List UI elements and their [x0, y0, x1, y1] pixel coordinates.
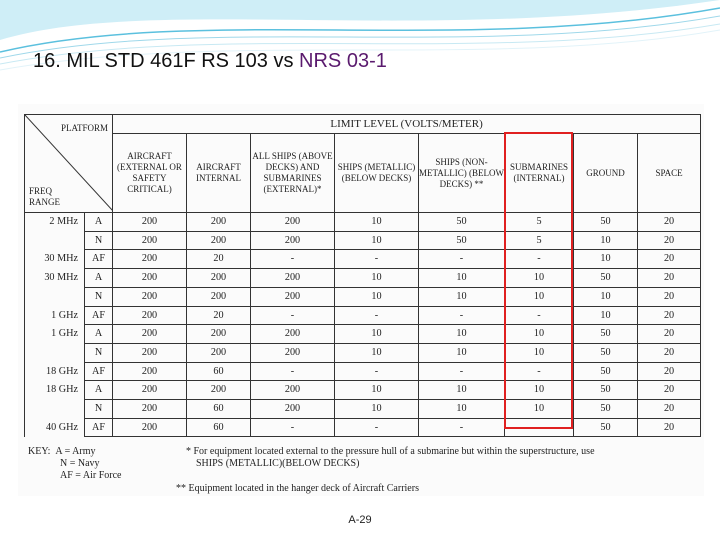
freq-cell: 2 MHz: [25, 213, 85, 232]
limit-value-cell: 200: [113, 343, 187, 362]
service-cell: A: [85, 381, 113, 400]
limit-value-cell: 10: [419, 343, 505, 362]
limit-value-cell: 200: [113, 381, 187, 400]
key-navy: N = Navy: [60, 458, 100, 469]
column-header: ALL SHIPS (ABOVE DECKS) AND SUBMARINES (EXTERNAL)*: [251, 134, 335, 213]
limit-value-cell: 200: [187, 287, 251, 306]
limit-value-cell: 10: [335, 231, 419, 250]
limit-value-cell: 20: [638, 381, 701, 400]
limit-value-cell: 200: [251, 231, 335, 250]
limit-value-cell: 20: [638, 418, 701, 437]
table-row: [25, 213, 701, 232]
freq-cell: 1 GHz: [25, 306, 85, 325]
limit-value-cell: 20: [638, 250, 701, 269]
column-header: SHIPS (NON-METALLIC) (BELOW DECKS) **: [419, 134, 505, 213]
freq-cell: 30 MHz: [25, 269, 85, 288]
footnote-single-star: [186, 446, 666, 470]
freq-cell: [25, 231, 85, 250]
limit-value-cell: 200: [251, 287, 335, 306]
column-header: SUBMARINES (INTERNAL): [505, 134, 574, 213]
column-header: SHIPS (METALLIC) (BELOW DECKS): [335, 134, 419, 213]
limit-value-cell: 200: [251, 400, 335, 419]
limit-value-cell: 10: [419, 287, 505, 306]
slide-title-main: 16. MIL STD 461F RS 103 vs: [33, 50, 300, 72]
limit-value-cell: 20: [638, 306, 701, 325]
limit-value-cell: 10: [419, 381, 505, 400]
freq-cell: 30 MHz: [25, 250, 85, 269]
limit-value-cell: 10: [335, 343, 419, 362]
service-cell: AF: [85, 250, 113, 269]
limit-value-cell: 50: [419, 231, 505, 250]
limit-value-cell: 20: [638, 343, 701, 362]
limit-value-cell: 10: [574, 231, 638, 250]
service-cell: A: [85, 325, 113, 344]
slide-title: [33, 50, 387, 73]
limit-value-cell: 10: [335, 287, 419, 306]
limit-value-cell: 200: [251, 381, 335, 400]
service-cell: AF: [85, 418, 113, 437]
limit-value-cell: 10: [335, 381, 419, 400]
limit-value-cell: 200: [251, 325, 335, 344]
limit-value-cell: 200: [187, 381, 251, 400]
limit-value-cell: 20: [638, 231, 701, 250]
service-cell: N: [85, 231, 113, 250]
limit-value-cell: 60: [187, 418, 251, 437]
table-row: [25, 362, 701, 381]
limit-value-cell: 50: [574, 381, 638, 400]
submarines-highlight-box: [504, 132, 573, 429]
limit-value-cell: 20: [638, 362, 701, 381]
limit-value-cell: 200: [113, 306, 187, 325]
limit-value-cell: -: [251, 418, 335, 437]
column-header: SPACE: [638, 134, 701, 213]
limit-value-cell: -: [505, 306, 574, 325]
limit-value-cell: 20: [638, 269, 701, 288]
freq-cell: 1 GHz: [25, 325, 85, 344]
freq-range-label: [29, 186, 60, 208]
limit-value-cell: 200: [187, 213, 251, 232]
limit-value-cell: 20: [638, 400, 701, 419]
limit-value-cell: -: [419, 362, 505, 381]
limit-value-cell: 10: [335, 400, 419, 419]
limit-value-cell: 10: [505, 343, 574, 362]
key-army: A = Army: [55, 446, 96, 457]
service-key: [28, 446, 121, 482]
limit-value-cell: 10: [574, 250, 638, 269]
limit-value-cell: 10: [335, 269, 419, 288]
freq-cell: [25, 343, 85, 362]
limit-value-cell: -: [251, 250, 335, 269]
limit-value-cell: 10: [419, 400, 505, 419]
page-number: A-29: [348, 514, 372, 526]
limit-value-cell: 20: [638, 287, 701, 306]
limit-value-cell: -: [505, 250, 574, 269]
service-cell: AF: [85, 362, 113, 381]
freq-cell: [25, 287, 85, 306]
footnote-1-line-1: * For equipment located external to the pressure hull of a submarine but within the superstructure, use: [186, 446, 595, 457]
limit-value-cell: -: [251, 306, 335, 325]
limit-value-cell: 50: [574, 343, 638, 362]
limit-value-cell: 10: [574, 306, 638, 325]
column-header: AIRCRAFT (EXTERNAL OR SAFETY CRITICAL): [113, 134, 187, 213]
service-cell: A: [85, 269, 113, 288]
service-cell: A: [85, 213, 113, 232]
slide-title-highlight: NRS 03-1: [299, 50, 387, 72]
limit-value-cell: 200: [251, 343, 335, 362]
limit-value-cell: 60: [187, 400, 251, 419]
platform-freq-corner: [25, 115, 113, 213]
limit-value-cell: 10: [419, 269, 505, 288]
limit-value-cell: 10: [419, 325, 505, 344]
limit-value-cell: 200: [113, 213, 187, 232]
table-row: [25, 250, 701, 269]
table-row: [25, 343, 701, 362]
limit-value-cell: 50: [574, 325, 638, 344]
limit-value-cell: -: [419, 250, 505, 269]
limit-value-cell: 200: [187, 269, 251, 288]
limit-value-cell: 50: [574, 400, 638, 419]
limit-value-cell: 50: [574, 418, 638, 437]
limit-value-cell: -: [335, 250, 419, 269]
limit-value-cell: 20: [638, 213, 701, 232]
limit-value-cell: 200: [187, 325, 251, 344]
limit-value-cell: 200: [251, 269, 335, 288]
limit-value-cell: 200: [187, 231, 251, 250]
key-label: KEY:: [28, 446, 51, 457]
limit-value-cell: 200: [113, 231, 187, 250]
limit-value-cell: -: [505, 362, 574, 381]
limit-value-cell: 20: [187, 250, 251, 269]
limit-value-cell: -: [419, 418, 505, 437]
limit-value-cell: 5: [505, 213, 574, 232]
limit-value-cell: 10: [335, 213, 419, 232]
limit-value-cell: 200: [251, 213, 335, 232]
limit-value-cell: 200: [113, 418, 187, 437]
limit-level-header: LIMIT LEVEL (VOLTS/METER): [113, 115, 701, 134]
service-cell: N: [85, 400, 113, 419]
footnote-double-star: ** Equipment located in the hanger deck of Aircraft Carriers: [176, 483, 419, 494]
limit-value-cell: 200: [113, 325, 187, 344]
limit-value-cell: 200: [113, 362, 187, 381]
limit-value-cell: 20: [187, 306, 251, 325]
limit-value-cell: 10: [505, 381, 574, 400]
limit-value-cell: 50: [419, 213, 505, 232]
table-row: [25, 418, 701, 437]
column-header: GROUND: [574, 134, 638, 213]
footnote-1-line-2: SHIPS (METALLIC)(BELOW DECKS): [196, 458, 360, 469]
limit-value-cell: 200: [187, 343, 251, 362]
limit-value-cell: 10: [505, 400, 574, 419]
limit-value-cell: 200: [113, 400, 187, 419]
limit-value-cell: 200: [113, 287, 187, 306]
limit-value-cell: -: [505, 418, 574, 437]
limit-value-cell: 10: [505, 325, 574, 344]
service-cell: N: [85, 287, 113, 306]
table-row: [25, 400, 701, 419]
table-row: [25, 325, 701, 344]
limit-value-cell: 50: [574, 269, 638, 288]
limit-value-cell: -: [335, 306, 419, 325]
table-body: [25, 213, 701, 437]
key-airforce: AF = Air Force: [60, 470, 122, 481]
limit-value-cell: 60: [187, 362, 251, 381]
limit-value-cell: -: [251, 362, 335, 381]
freq-cell: [25, 400, 85, 419]
freq-label-2: RANGE: [29, 197, 60, 207]
limit-value-cell: 10: [505, 287, 574, 306]
table-row: [25, 381, 701, 400]
service-cell: AF: [85, 306, 113, 325]
table-row: [25, 306, 701, 325]
limit-value-cell: 200: [113, 250, 187, 269]
limit-value-cell: 50: [574, 362, 638, 381]
limit-value-cell: 10: [505, 269, 574, 288]
limit-value-cell: -: [335, 362, 419, 381]
limit-value-cell: 200: [113, 269, 187, 288]
freq-cell: 40 GHz: [25, 418, 85, 437]
table-row: [25, 287, 701, 306]
limit-value-cell: 50: [574, 213, 638, 232]
limit-value-cell: -: [419, 306, 505, 325]
limit-value-cell: 10: [335, 325, 419, 344]
service-cell: N: [85, 343, 113, 362]
table-row: [25, 231, 701, 250]
freq-label-1: FREQ: [29, 186, 53, 196]
column-header: AIRCRAFT INTERNAL: [187, 134, 251, 213]
rs103-limits-table: [24, 114, 701, 437]
freq-cell: 18 GHz: [25, 381, 85, 400]
platform-label: PLATFORM: [60, 123, 108, 133]
limit-value-cell: 20: [638, 325, 701, 344]
table-row: [25, 269, 701, 288]
limit-value-cell: -: [335, 418, 419, 437]
limit-value-cell: 10: [574, 287, 638, 306]
freq-cell: 18 GHz: [25, 362, 85, 381]
limit-value-cell: 5: [505, 231, 574, 250]
